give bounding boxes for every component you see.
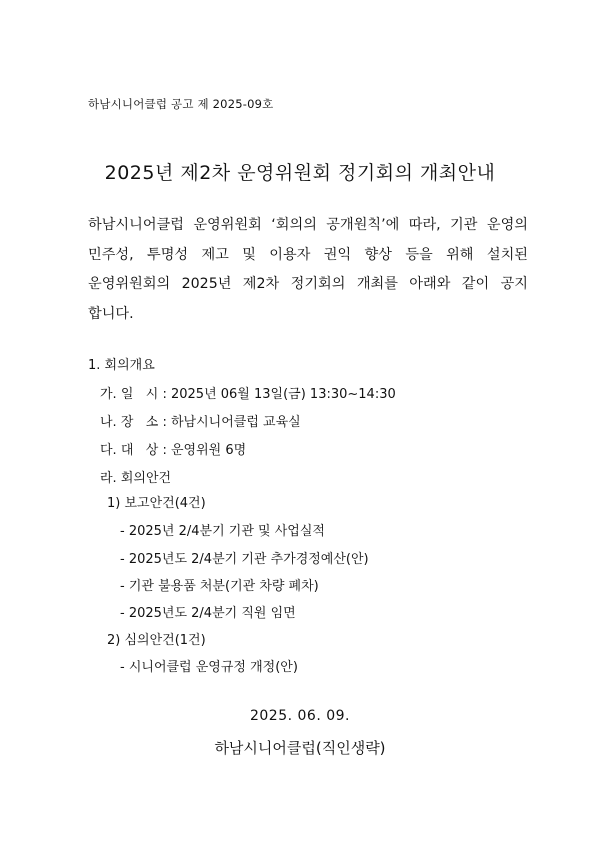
intro-line: 운영위원회의 2025년 제2차 정기회의 개최를 아래와 같이 공지 <box>88 276 528 292</box>
intro-line: 민주성, 투명성 제고 및 이용자 권익 향상 등을 위해 설치된 <box>88 246 528 263</box>
deliberation-agenda-heading: 2) 심의안건(1건) <box>107 633 206 648</box>
outline-agenda: 라. 회의안건 <box>100 471 172 486</box>
intro-paragraph <box>88 211 528 329</box>
outline-datetime: 가. 일 시 : 2025년 06월 13일(금) 13:30~14:30 <box>100 387 396 402</box>
outline-place: 나. 장 소 : 하남시니어클럽 교육실 <box>100 415 301 430</box>
notice-number: 하남시니어클럽 공고 제 2025-09호 <box>88 97 274 111</box>
notice-date: 2025. 06. 09. <box>249 708 350 724</box>
intro-line: 하남시니어클럽 운영위원회 ‘회의의 공개원칙’에 따라, 기관 운영의 <box>88 217 528 233</box>
deliberation-agenda-item: - 시니어클럽 운영규정 개정(안) <box>120 660 298 675</box>
outline-target: 다. 대 상 : 운영위원 6명 <box>100 443 247 458</box>
report-agenda-item: - 2025년도 2/4분기 직원 임면 <box>120 606 296 621</box>
intro-line: 합니다. <box>88 305 134 322</box>
report-agenda-heading: 1) 보고안건(4건) <box>107 496 206 511</box>
report-agenda-item: - 기관 불용품 처분(기관 차량 폐차) <box>120 579 319 594</box>
document-title: 2025년 제2차 운영위원회 정기회의 개최안내 <box>104 162 496 184</box>
outline-heading: 1. 회의개요 <box>88 358 155 373</box>
issuing-organization: 하남시니어클럽(직인생략) <box>214 739 386 757</box>
report-agenda-item: - 2025년 2/4분기 기관 및 사업실적 <box>120 524 325 539</box>
report-agenda-item: - 2025년도 2/4분기 기관 추가경정예산(안) <box>120 552 369 567</box>
